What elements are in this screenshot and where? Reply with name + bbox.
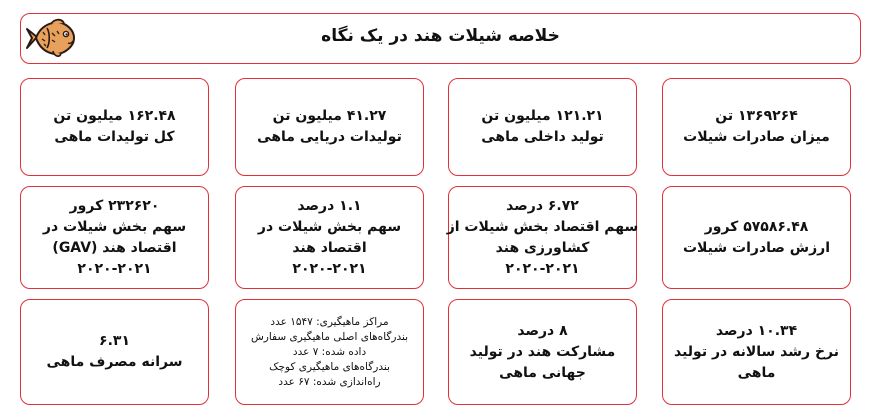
card-label: ارزش صادرات شیلات [682,239,831,256]
card-marine-fish-production [235,78,424,176]
card-line: راه‌اندازی شده: ۶۷ عدد [278,375,381,388]
card-label: سهم اقتصاد بخش شیلات از [446,218,639,235]
card-label: ماهی [737,364,776,381]
card-label: نرخ رشد سالانه در تولید [674,343,839,360]
card-label: سهم بخش شیلات در [42,218,187,235]
card-label: اقتصاد هند (GAV) [52,239,177,256]
card-value: ۱۶۲.۴۸ میلیون تن [53,108,176,124]
card-label: مشارکت هند در تولید [469,343,616,360]
card-fisheries-export-volume [662,78,851,176]
card-value: ۸ درصد [517,322,568,339]
card-agriculture-share [448,186,637,289]
card-value: ۵۷۵۸۶.۴۸ کرور [704,218,809,235]
card-label: کل تولیدات ماهی [54,129,175,145]
card-economy-share-percent [235,186,424,289]
card-value: ۱۲۱.۲۱ میلیون تن [481,108,604,124]
card-label: اقتصاد هند [292,239,367,256]
card-value: ۱۰.۳۴ درصد [715,322,798,339]
card-inland-fish-production [448,78,637,176]
card-label: سرانه مصرف ماهی [46,354,183,370]
card-value: ۲۳۲۶۲۰ کرور [69,197,160,214]
page-title: خلاصه شیلات هند در یک نگاه [321,26,560,46]
card-annual-growth-rate [662,299,851,405]
card-line: بندرگاه‌های اصلی ماهیگیری سفارش [250,330,409,343]
header-banner [20,13,861,64]
card-value: ۱۳۶۹۲۶۴ تن [715,108,798,124]
card-year: ۲۰۲۰-۲۰۲۱ [77,260,152,277]
card-label: تولیدات دریایی ماهی [257,129,402,145]
card-value: ۱.۱ درصد [297,197,362,214]
card-value: ۶.۳۱ [99,333,130,349]
card-line: داده شده: ۷ عدد [292,345,367,358]
card-year: ۲۰۲۰-۲۰۲۱ [505,260,580,277]
card-fishing-harbours [235,299,424,405]
card-fisheries-export-value [662,186,851,289]
card-label: سهم بخش شیلات در [257,218,402,235]
card-value: ۴۱.۲۷ میلیون تن [272,108,387,124]
card-economy-share-gav [20,186,209,289]
card-line: بندرگاه‌های ماهیگیری کوچک [269,360,390,373]
card-label: تولید داخلی ماهی [481,129,604,145]
card-label: جهانی ماهی [499,364,586,381]
card-label: کشاورزی هند [495,239,590,256]
card-label: میزان صادرات شیلات [683,129,830,145]
card-line: مراکز ماهیگیری: ۱۵۴۷ عدد [270,315,389,328]
card-year: ۲۰۲۰-۲۰۲۱ [292,260,367,277]
card-per-capita-consumption [20,299,209,405]
card-value: ۶.۷۲ درصد [506,197,579,214]
card-total-fish-production [20,78,209,176]
card-global-share [448,299,637,405]
